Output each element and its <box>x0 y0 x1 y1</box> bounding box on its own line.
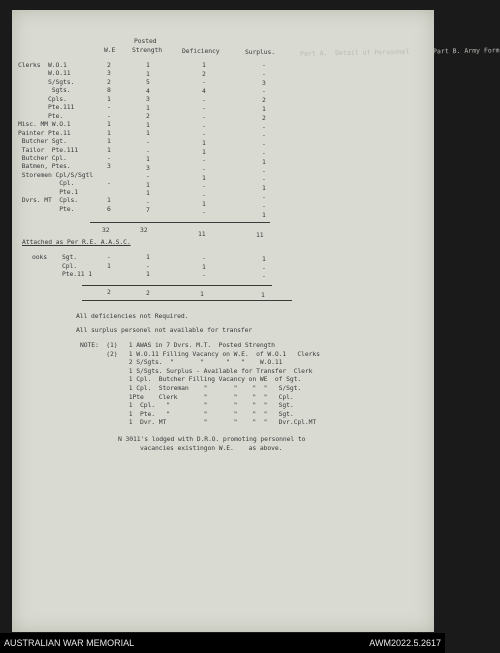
cooks-label: Cpl. <box>32 261 77 270</box>
cooks-deficiency: 1 <box>202 262 206 271</box>
row-we: - <box>107 111 111 120</box>
cooks-posted: 1 <box>146 253 150 261</box>
row-label: Painter Pte.11 <box>18 128 71 137</box>
row-deficiency: 1 <box>202 147 206 156</box>
document-page <box>12 10 434 632</box>
row-deficiency: 2 <box>202 69 206 78</box>
row-surplus: - <box>262 193 266 201</box>
row-label: Butcher Cpl. <box>18 153 67 162</box>
header-deficiency: Deficiency <box>182 47 220 55</box>
cooks-deficiency: - <box>202 254 206 262</box>
note-line: 1 Cpl. " " " " " Sgt. <box>80 401 294 410</box>
row-posted: 3 <box>146 163 150 172</box>
row-posted: 1 <box>146 180 150 189</box>
archive-reference: AWM2022.5.2617 <box>369 638 441 648</box>
row-surplus: - <box>262 131 266 140</box>
row-surplus: 1 <box>262 210 266 219</box>
note-line: (2) 1 W.O.11 Filling Vacancy on W.E. of W.O.1 Clerks <box>80 349 320 358</box>
row-surplus: 2 <box>262 113 266 122</box>
row-posted: - <box>146 172 150 181</box>
row-surplus: 1 <box>262 184 266 193</box>
row-deficiency: - <box>202 190 206 199</box>
row-deficiency: - <box>202 112 206 121</box>
note-line: 1Pte Clerk " " " " Cpl. <box>80 392 294 401</box>
final-line-1: N 3011's lodged with D.R.O. promoting personnel to <box>118 435 306 443</box>
cooks-posted: 1 <box>146 270 150 279</box>
row-we: 2 <box>107 61 111 69</box>
row-we: 1 <box>107 128 111 137</box>
cooks-surplus: - <box>262 263 266 272</box>
row-deficiency: 1 <box>202 138 206 147</box>
cooks-rule <box>82 285 272 286</box>
row-label: Pte.111 <box>18 103 75 112</box>
row-deficiency: - <box>202 164 206 173</box>
row-surplus: 3 <box>262 78 266 87</box>
row-posted: - <box>146 137 150 146</box>
row-we: - <box>107 103 111 112</box>
note-surplus: All surplus personel not available for transfer <box>76 326 253 334</box>
row-posted: 4 <box>146 86 150 95</box>
cooks-label: Pte.11 1 <box>32 270 92 279</box>
total-posted: 32 <box>140 226 148 234</box>
total-we: 32 <box>102 226 110 234</box>
row-deficiency: 1 <box>202 61 206 69</box>
row-surplus: - <box>262 175 266 184</box>
bleed-through-text: Part A. Detail of Personnel Part B. Army Form <box>299 46 500 58</box>
row-deficiency: 1 <box>202 199 206 208</box>
row-we: 2 <box>107 77 111 86</box>
row-we: 3 <box>107 69 111 78</box>
row-label: Pte. <box>18 111 63 120</box>
row-we: 8 <box>107 86 111 95</box>
row-posted: 1 <box>146 129 150 138</box>
note-line: 1 Pte. " " " " " Sgt. <box>80 409 294 418</box>
row-we: 1 <box>107 145 111 154</box>
row-label: Dvrs. MT Cpls. <box>18 196 78 205</box>
cooks-deficiency: - <box>202 271 206 280</box>
row-posted: 2 <box>146 112 150 121</box>
note-line: 1 Dvr. MT " " " " Dvr.Cpl.MT <box>80 418 317 427</box>
row-posted: 1 <box>146 120 150 129</box>
cooks-we: - <box>107 253 111 261</box>
row-posted: 1 <box>146 189 150 198</box>
totals-rule <box>90 222 270 223</box>
row-deficiency: - <box>202 95 206 104</box>
header-strength: Strength <box>132 46 162 54</box>
row-we: 1 <box>107 137 111 146</box>
row-we: - <box>107 153 111 162</box>
row-label: Cpl. <box>18 179 75 188</box>
row-label: Misc. MM W.O.1 <box>18 120 71 129</box>
row-surplus: 1 <box>262 105 266 113</box>
row-deficiency: - <box>202 78 206 87</box>
row-deficiency: - <box>202 130 206 139</box>
row-we: - <box>107 179 111 188</box>
cooks-bottom-rule <box>82 300 292 301</box>
row-label: W.O.11 <box>18 69 71 78</box>
final-line-2: vacancies existingon W.E. as above. <box>140 444 283 452</box>
note-deficiencies: All deficiencies not Required. <box>76 312 189 320</box>
total-def: 11 <box>198 230 206 238</box>
cooks-we: 1 <box>107 261 111 270</box>
row-we: 6 <box>107 204 111 213</box>
cooks-total-posted: 2 <box>146 289 150 297</box>
row-deficiency: 4 <box>202 86 206 95</box>
row-surplus: - <box>262 149 266 157</box>
note-line: 1 S/Sgts. Surplus - Available for Transfer Clerk <box>80 366 313 375</box>
row-label: Sgts. <box>18 86 71 95</box>
row-posted: 5 <box>146 78 150 87</box>
row-surplus: - <box>262 122 266 131</box>
note-line: NOTE: (1) 1 AWAS in 7 Dvrs. M.T. Posted Strength <box>80 341 275 349</box>
cooks-total-we: 2 <box>107 288 111 296</box>
row-posted: 3 <box>146 95 150 104</box>
row-deficiency: - <box>202 104 206 113</box>
row-deficiency: - <box>202 121 206 130</box>
row-we: 3 <box>107 162 111 171</box>
row-label: Clerks W.O.1 <box>18 61 67 69</box>
row-label: Butcher Sgt. <box>18 137 67 146</box>
cooks-total-sur: 1 <box>261 291 265 299</box>
row-deficiency: - <box>202 156 206 165</box>
row-surplus: - <box>262 69 266 78</box>
row-posted: 1 <box>146 69 150 78</box>
row-surplus: - <box>262 166 266 175</box>
row-label: Pte.1 <box>18 187 78 196</box>
row-label: Tailor Pte.111 <box>18 145 78 154</box>
row-label: Pte. <box>18 204 75 213</box>
row-deficiency: - <box>202 182 206 191</box>
row-posted: - <box>146 146 150 155</box>
row-label: Storemen Cpl/S/Sgtl <box>18 170 93 179</box>
row-posted: - <box>146 197 150 206</box>
row-posted: 7 <box>146 206 150 215</box>
row-label: Batmen, Ptes. <box>18 162 71 171</box>
row-surplus: - <box>262 61 266 69</box>
cooks-posted: - <box>146 261 150 270</box>
row-surplus: - <box>262 140 266 149</box>
note-line: 2 S/Sgts. " " " " W.O.11 <box>80 358 283 367</box>
row-surplus: - <box>262 201 266 210</box>
row-posted: 1 <box>146 103 150 112</box>
row-surplus: 2 <box>262 96 266 105</box>
row-deficiency: - <box>202 208 206 217</box>
header-posted: Posted <box>134 37 157 45</box>
attached-heading: Attached as Per R.E. A.A.S.C. <box>22 238 131 246</box>
note-line: 1 Cpl. Butcher Filling Vacancy on WE of Sgt. <box>80 375 302 384</box>
note-line: 1 Cpl. Storeman " " " " S/Sgt. <box>80 384 302 392</box>
total-sur: 11 <box>256 231 264 239</box>
row-we: 1 <box>107 196 111 205</box>
cooks-surplus: 1 <box>262 255 266 263</box>
header-we: W.E <box>104 46 116 54</box>
row-posted: 1 <box>146 61 150 69</box>
row-posted: 1 <box>146 155 150 164</box>
archive-name: AUSTRALIAN WAR MEMORIAL <box>4 638 135 648</box>
cooks-total-def: 1 <box>200 290 204 298</box>
row-label: Cpls. <box>18 94 67 103</box>
cooks-label: ooks Sgt. <box>32 253 77 261</box>
cooks-surplus: - <box>262 272 266 281</box>
row-label: S/Sgts. <box>18 77 75 86</box>
row-we: 1 <box>107 94 111 103</box>
row-surplus: - <box>262 87 266 96</box>
header-surplus: Surplus. <box>245 48 275 56</box>
row-we: 1 <box>107 120 111 129</box>
row-surplus: 1 <box>262 157 266 166</box>
row-deficiency: 1 <box>202 173 206 182</box>
